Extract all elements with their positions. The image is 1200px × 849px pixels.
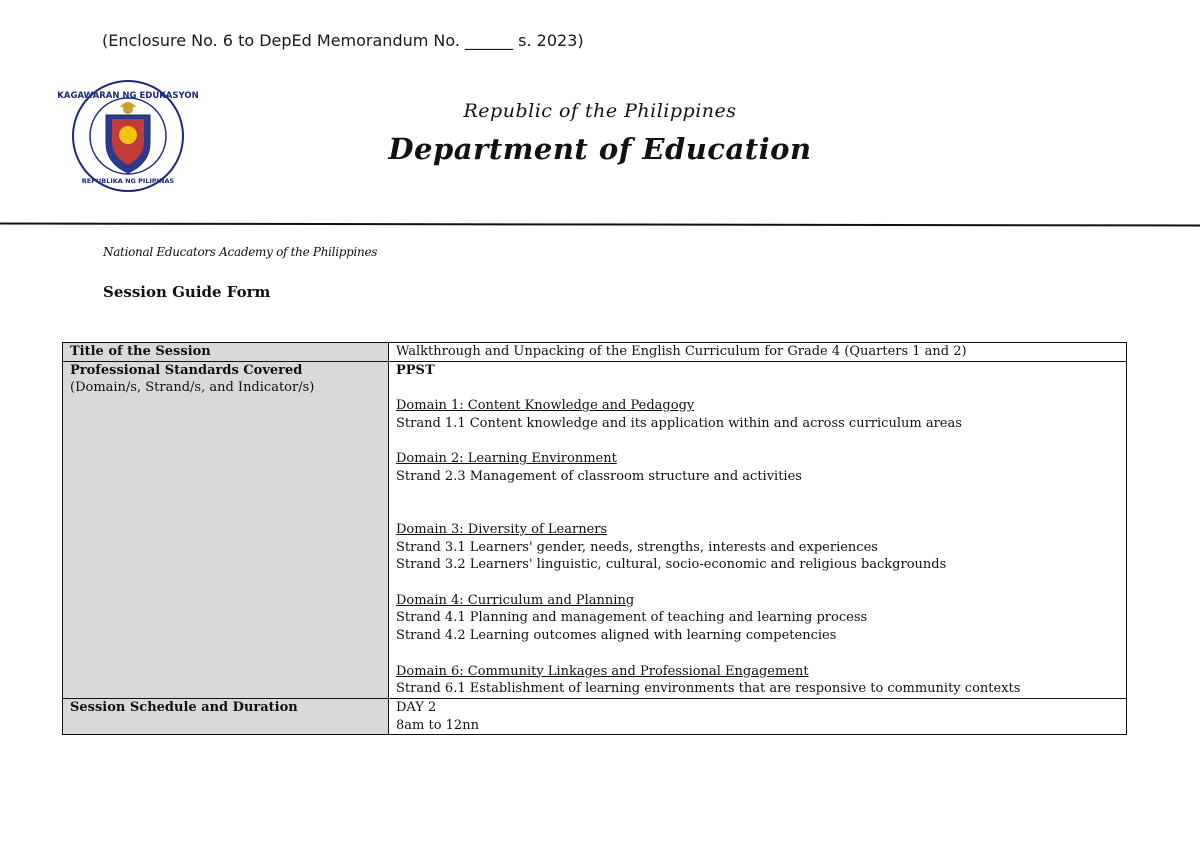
ppst-label: PPST (396, 362, 435, 378)
strand-4-2: Strand 4.2 Learning outcomes aligned with learning competencies (396, 628, 837, 644)
title-value-cell (389, 343, 1127, 362)
title-label: Title of the Session (70, 344, 211, 359)
strand-2-3: Strand 2.3 Management of classroom structure and activities (396, 468, 802, 484)
standards-label: Professional Standards Covered (70, 362, 303, 378)
department-heading: Department of Education (388, 132, 812, 166)
enclosure-note: (Enclosure No. 6 to DepEd Memorandum No. ______ s. 2023) (102, 31, 584, 50)
academy-name: National Educators Academy of the Philippines (103, 245, 378, 259)
domain-2: Domain 2: Learning Environment (396, 451, 617, 467)
strand-1-1: Strand 1.1 Content knowledge and its application within and across curriculum areas (396, 415, 962, 431)
title-value: Walkthrough and Unpacking of the English Curriculum for Grade 4 (Quarters 1 and 2) (396, 344, 967, 359)
schedule-label: Session Schedule and Duration (70, 699, 298, 715)
strand-3-2: Strand 3.2 Learners' linguistic, cultural, socio-economic and religious backgrounds (396, 557, 947, 573)
standards-sublabel: (Domain/s, Strand/s, and Indicator/s) (70, 380, 315, 396)
standards-label-cell (63, 361, 389, 698)
domain-3: Domain 3: Diversity of Learners (396, 521, 608, 537)
domain-1: Domain 1: Content Knowledge and Pedagogy (396, 398, 695, 414)
session-guide-table (62, 342, 1127, 735)
standards-value-cell (389, 361, 1127, 698)
svg-text:KAGAWARAN NG EDUKASYON: KAGAWARAN NG EDUKASYON (57, 91, 199, 101)
domain-6: Domain 6: Community Linkages and Professional Engagement (396, 663, 809, 679)
domain-4: Domain 4: Curriculum and Planning (396, 592, 635, 608)
schedule-time: 8am to 12nn (396, 717, 479, 733)
table-row (63, 343, 1127, 362)
schedule-value-cell (389, 698, 1127, 734)
form-title: Session Guide Form (103, 283, 271, 301)
schedule-label-cell (63, 698, 389, 734)
republic-heading: Republic of the Philippines (463, 100, 737, 122)
strand-6-1: Strand 6.1 Establishment of learning environments that are responsive to community contexts (396, 681, 1021, 697)
title-label-cell (63, 343, 389, 362)
table-row (63, 698, 1127, 734)
strand-4-1: Strand 4.1 Planning and management of teaching and learning process (396, 610, 868, 626)
header-divider (0, 223, 1200, 226)
svg-text:REPUBLIKA NG PILIPINAS: REPUBLIKA NG PILIPINAS (81, 177, 175, 185)
schedule-day: DAY 2 (396, 699, 437, 715)
table-row (63, 361, 1127, 698)
strand-3-1: Strand 3.1 Learners' gender, needs, strengths, interests and experiences (396, 539, 878, 555)
